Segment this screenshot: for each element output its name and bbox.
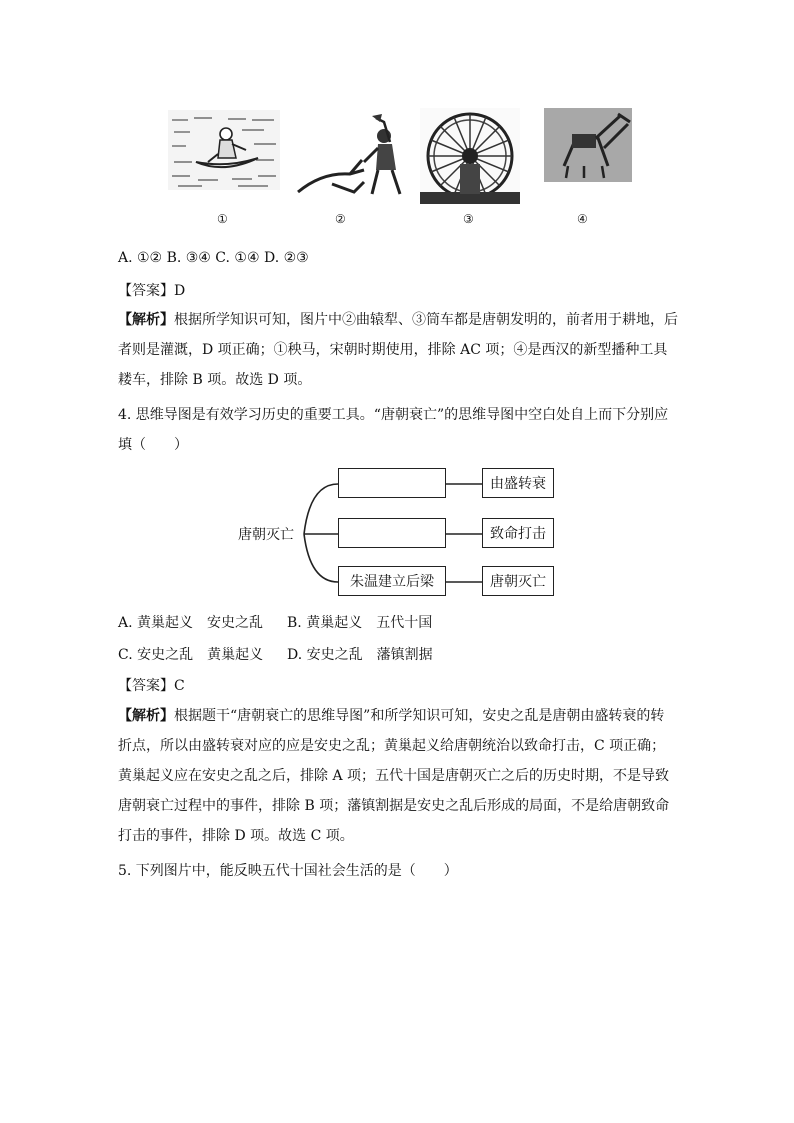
image-4-label: ④ bbox=[577, 212, 588, 226]
q3-analysis bbox=[118, 305, 678, 395]
water-wheel-icon bbox=[420, 108, 520, 204]
q4-option-c: C. 安史之乱 黄巢起义 bbox=[118, 647, 264, 663]
mindmap-box-3: 朱温建立后梁 bbox=[338, 566, 446, 596]
q3-options: A. ①② B. ③④ C. ①④ D. ②③ bbox=[118, 250, 309, 266]
q4-analysis-text: 根据题干“唐朝衰亡的思维导图”和所学知识可知，安史之乱是唐朝由盛转衰的转折点，所以由盛转衰对应的应是安史之乱；黄巢起义给唐朝统治以致命打击，C 项正确；黄巢起义应在安史之乱之后，排除 A 项；五代十国是唐朝灭亡之后的历史时期，不是导致唐朝衰亡过程中的事件，排除 B 项；藩镇割据是安史之乱后形成的局面，不是给唐朝致命打击的事件，排除 D 项。故选 C 项。 bbox=[118, 708, 670, 844]
q3-analysis-text: 根据所学知识可知，图片中②曲辕犁、③筒车都是唐朝发明的，前者用于耕地，后者则是灌溉，D 项正确；①秧马，宋朝时期使用，排除 AC 项；④是西汉的新型播种工具耧车，排除 B 项。故选 D 项。 bbox=[118, 312, 678, 388]
image-4-seed-drill bbox=[544, 108, 632, 182]
image-3-water-wheel bbox=[420, 108, 520, 204]
mindmap-result-1: 由盛转衰 bbox=[482, 468, 554, 498]
q4-analysis-label: 【解析】 bbox=[118, 708, 174, 724]
image-1-label: ① bbox=[217, 212, 228, 226]
mindmap-root: 唐朝灭亡 bbox=[238, 527, 294, 543]
image-3-label: ③ bbox=[463, 212, 474, 226]
mindmap-blank-box-1 bbox=[338, 468, 446, 498]
image-1-rider-boat bbox=[168, 110, 280, 190]
q4-stem: 4. 思维导图是有效学习历史的重要工具。“唐朝衰亡”的思维导图中空白处自上而下分别应填（ ） bbox=[118, 407, 669, 453]
image-2-farmer-plough bbox=[292, 112, 410, 204]
q4-option-d: D. 安史之乱 藩镇割据 bbox=[287, 647, 433, 663]
q5-stem: 5. 下列图片中，能反映五代十国社会生活的是（ ） bbox=[118, 863, 458, 879]
farmer-with-plough-icon bbox=[292, 112, 410, 204]
q4-analysis bbox=[118, 701, 678, 851]
image-2-label: ② bbox=[335, 212, 346, 226]
q3-analysis-label: 【解析】 bbox=[118, 312, 174, 328]
mindmap-result-3: 唐朝灭亡 bbox=[482, 566, 554, 596]
seed-drill-icon bbox=[544, 108, 632, 182]
mindmap-result-2: 致命打击 bbox=[482, 518, 554, 548]
q4-option-a: A. 黄巢起义 安史之乱 bbox=[118, 615, 264, 631]
q4-option-b: B. 黄巢起义 五代十国 bbox=[287, 615, 433, 631]
q4-answer: 【答案】C bbox=[118, 678, 185, 694]
mindmap bbox=[230, 462, 560, 602]
rider-on-boat-icon bbox=[168, 110, 280, 190]
mindmap-blank-box-2 bbox=[338, 518, 446, 548]
q3-answer: 【答案】D bbox=[118, 283, 186, 299]
